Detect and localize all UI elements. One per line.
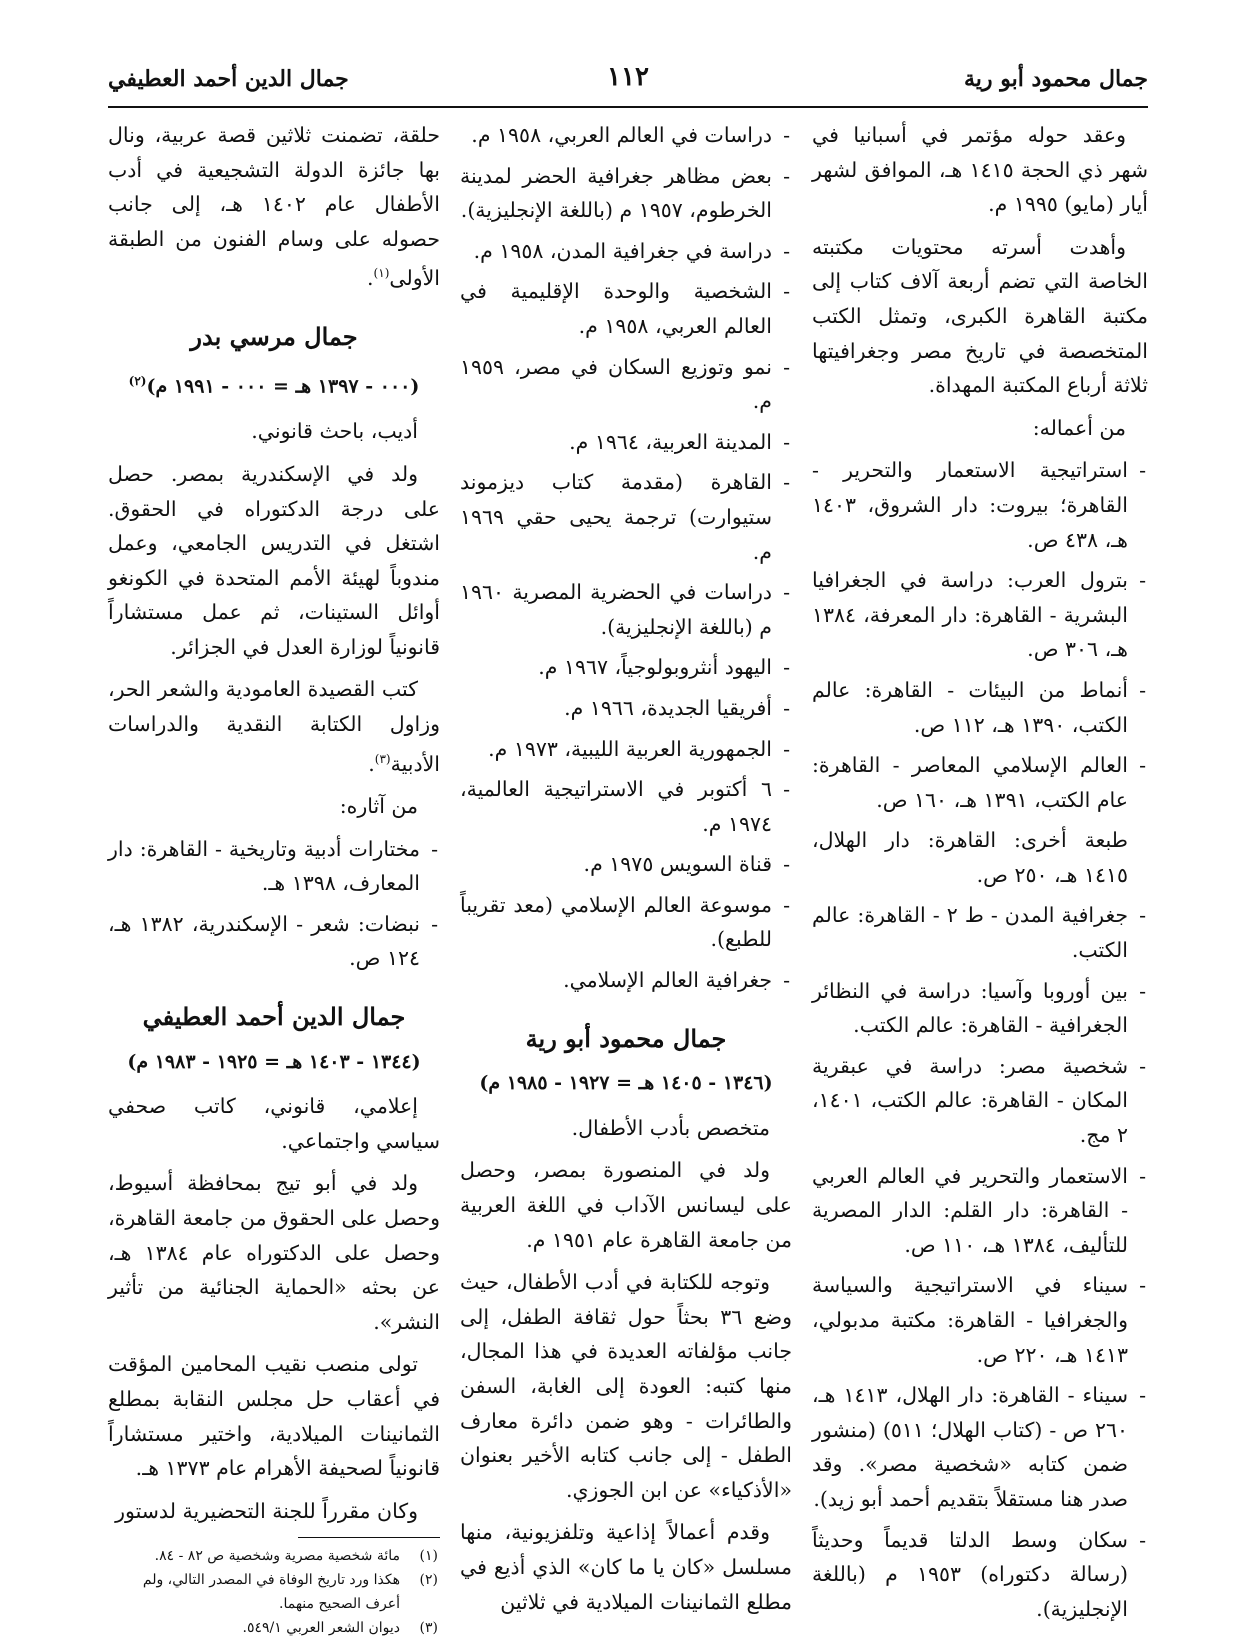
paragraph: إعلامي، قانوني، كاتب صحفي سياسي واجتماعي.	[108, 1094, 440, 1153]
list-item: - ٦ أكتوبر في الاستراتيجية العالمية، ١٩٧٤ م.	[460, 772, 792, 841]
paragraph: تولى منصب نقيب المحامين المؤقت في أعقاب حل مجلس النقابة بمطلع الثمانينات الميلادية، واختير مستشاراً قانونياً لصحيفة الأهرام عام ١٣٧٣ هـ.	[108, 1352, 440, 1481]
entry-dates	[108, 364, 440, 404]
footnote-ref: (٢)	[128, 374, 147, 389]
list-item: - سكان وسط الدلتا قديماً وحديثاً (رسالة دكتوراه) ١٩٥٣ م (باللغة الإنجليزية).	[812, 1523, 1148, 1627]
paragraph-end: .	[367, 266, 374, 291]
list-item: - نمو وتوزيع السكان في مصر، ١٩٥٩ م.	[460, 350, 792, 419]
running-title-left: جمال الدين أحمد العطيفي	[108, 66, 349, 92]
list-item: - استراتيجية الاستعمار والتحرير - القاهرة؛ بيروت: دار الشروق، ١٤٠٣ هـ، ٤٣٨ ص.	[812, 453, 1148, 557]
works-list	[460, 118, 792, 998]
paragraph: وعقد حوله مؤتمر في أسبانيا في شهر ذي الحجة ١٤١٥ هـ، الموافق لشهر أيار (مايو) ١٩٩٥ م.	[812, 123, 1148, 217]
entry-dates: (١٣٤٦ - ١٤٠٥ هـ = ١٩٢٧ - ١٩٨٥ م)	[479, 1072, 773, 1095]
paragraph: وأهدت أسرته محتويات مكتبته الخاصة التي تضم أربعة آلاف كتاب إلى مكتبة القاهرة الكبرى، وتمثل الكتب المتخصصة في تاريخ مصر وجغرافيتها ثلاثة أرباع المكتبة المهداة.	[812, 234, 1148, 398]
running-title-right: جمال محمود أبو رية	[964, 66, 1148, 92]
list-item: - جغرافية المدن - ط ٢ - القاهرة: عالم الكتب.	[812, 898, 1148, 967]
list-item: - المدينة العربية، ١٩٦٤ م.	[460, 425, 792, 460]
list-item: - العالم الإسلامي المعاصر - القاهرة: عام الكتب، ١٣٩١ هـ، ١٦٠ ص.	[812, 748, 1148, 817]
list-item: - شخصية مصر: دراسة في عبقرية المكان - القاهرة: عالم الكتب، ١٤٠١، ٢ مج.	[812, 1049, 1148, 1153]
footnote-ref: (٣)	[374, 751, 391, 766]
entry-title: جمال مرسي بدر	[190, 321, 358, 351]
footnote-number: (٣)	[419, 1620, 438, 1636]
paragraph: أديب، باحث قانوني.	[251, 419, 418, 444]
works-heading: من أعماله:	[1032, 415, 1126, 440]
footnote-text: مائة شخصية مصرية وشخصية ص ٨٢ - ٨٤.	[154, 1548, 400, 1564]
list-item: - دراسات في العالم العربي، ١٩٥٨ م.	[460, 118, 792, 153]
list-item: - دراسة في جغرافية المدن، ١٩٥٨ م.	[460, 234, 792, 269]
footnote-text: هكذا ورد تاريخ الوفاة في المصدر التالي، ولم أعرف الصحيح منهما.	[142, 1572, 400, 1612]
works-list	[108, 832, 440, 976]
footnote	[108, 1568, 440, 1616]
list-item: - سيناء في الاستراتيجية والسياسة والجغرافيا - القاهرة: مكتبة مدبولي، ١٤١٣ هـ، ٢٢٠ ص.	[812, 1268, 1148, 1372]
entry-dates: (١٣٤٤ - ١٤٠٣ هـ = ١٩٢٥ - ١٩٨٣ م)	[127, 1050, 421, 1073]
left-column	[108, 118, 440, 1536]
entry-title: جمال الدين أحمد العطيفي	[142, 1002, 406, 1032]
list-item: - القاهرة (مقدمة كتاب ديزموند ستيوارت) ترجمة يحيى حقي ١٩٦٩ م.	[460, 465, 792, 569]
entry-title: جمال محمود أبو رية	[525, 1023, 727, 1053]
entry-dates-text: (٠٠٠ - ١٣٩٧ هـ = ٠٠٠ - ١٩٩١ م)	[146, 375, 420, 398]
list-item: - جغرافية العالم الإسلامي.	[460, 963, 792, 998]
footnote-number: (١)	[419, 1548, 438, 1564]
paragraph: وكان مقرراً للجنة التحضيرية لدستور	[115, 1498, 418, 1523]
paragraph-end: .	[368, 751, 375, 776]
list-item: - مختارات أدبية وتاريخية - القاهرة: دار المعارف، ١٣٩٨ هـ.	[108, 832, 440, 901]
works-heading: من آثاره:	[339, 794, 418, 819]
footnote	[108, 1544, 440, 1568]
page-number: ١١٢	[607, 62, 649, 92]
paragraph	[108, 672, 440, 781]
list-item: - أنماط من البيئات - القاهرة: عالم الكتب، ١٣٩٠ هـ، ١١٢ ص.	[812, 673, 1148, 742]
paragraph: وقدم أعمالاً إذاعية وتلفزيونية، منها مسلسل «كان يا ما كان» الذي أذيع في مطلع الثمانينات الميلادية في ثلاثين	[460, 1520, 792, 1614]
footnote-ref: (١)	[373, 266, 390, 281]
paragraph: متخصص بأدب الأطفال.	[571, 1115, 770, 1140]
list-item: - اليهود أنثروبولوجياً، ١٩٦٧ م.	[460, 650, 792, 685]
list-item: - نبضات: شعر - الإسكندرية، ١٣٨٢ هـ، ١٢٤ ص.	[108, 907, 440, 976]
list-item: - بعض مظاهر جغرافية الحضر لمدينة الخرطوم، ١٩٥٧ م (باللغة الإنجليزية).	[460, 159, 792, 228]
footnotes	[108, 1544, 440, 1640]
paragraph: ولد في أبو تيج بمحافظة أسيوط، وحصل على الحقوق من جامعة القاهرة، وحصل على الدكتوراه عام ١٣٨٤ هـ، عن بحثه «الحماية الجنائية من تأثير النشر».	[107, 1171, 440, 1334]
list-item: - دراسات في الحضرية المصرية ١٩٦٠ م (باللغة الإنجليزية).	[460, 575, 792, 644]
footnote	[108, 1616, 440, 1640]
list-item: - بترول العرب: دراسة في الجغرافيا البشرية - القاهرة: دار المعرفة، ١٣٨٤ هـ، ٣٠٦ ص.	[812, 563, 1148, 667]
list-item: - موسوعة العالم الإسلامي (معد تقريباً للطبع).	[460, 888, 792, 957]
footnote-divider	[298, 1537, 440, 1538]
list-item: - بين أوروبا وآسيا: دراسة في النظائر الجغرافية - القاهرة: عالم الكتب.	[812, 974, 1148, 1043]
footnote-text: ديوان الشعر العربي ٥٤٩/١.	[242, 1620, 400, 1636]
list-item: - سيناء - القاهرة: دار الهلال، ١٤١٣ هـ، ٢٦٠ ص - (كتاب الهلال؛ ٥١١) (منشور ضمن كتابه «شخصية مصر». وقد صدر هنا مستقلاً بتقديم أحمد أبو زيد).	[812, 1378, 1148, 1516]
page-header	[108, 58, 1148, 108]
list-item: - الشخصية والوحدة الإقليمية في العالم العربي، ١٩٥٨ م.	[460, 274, 792, 343]
list-item: - الاستعمار والتحرير في العالم العربي - القاهرة: دار القلم: الدار المصرية للتأليف، ١٣٨٤ هـ، ١١٠ ص.	[812, 1159, 1148, 1263]
paragraph: وتوجه للكتابة في أدب الأطفال، حيث وضع ٣٦ بحثاً حول ثقافة الطفل، إلى جانب مؤلفاته العديدة في هذا المجال، منها كتبه: العودة إلى الغابة، السفن والطائرات - وهو ضمن دائرة معارف الطفل - إلى جانب كتابه الأخير بعنوان «الأذكياء» عن ابن الجوزي.	[460, 1270, 792, 1502]
middle-column	[460, 118, 792, 1627]
paragraph	[108, 118, 440, 296]
works-list	[812, 453, 1148, 1626]
list-item: - قناة السويس ١٩٧٥ م.	[460, 847, 792, 882]
footnote-number: (٢)	[419, 1572, 438, 1588]
list-item-note: طبعة أخرى: القاهرة: دار الهلال، ١٤١٥ هـ، ٢٥٠ ص.	[812, 828, 1128, 887]
paragraph-text: كتب القصيدة العامودية والشعر الحر، وزاول الكتابة النقدية والدراسات الأدبية	[108, 677, 440, 776]
list-item: - أفريقيا الجديدة، ١٩٦٦ م.	[460, 691, 792, 726]
paragraph: ولد في الإسكندرية بمصر. حصل على درجة الدكتوراه في الحقوق. اشتغل في التدريس الجامعي، وعمل مندوباً لهيئة الأمم المتحدة في الكونغو أوائل الستينات، ثم عمل مستشاراً قانونياً لوزارة العدل في الجزائر.	[108, 461, 440, 659]
right-column	[812, 118, 1148, 1632]
paragraph-text: حلقة، تضمنت ثلاثين قصة عربية، ونال بها جائزة الدولة التشجيعية في أدب الأطفال عام ١٤٠٢ هـ، إلى جانب حصوله على وسام الفنون من الطبقة الأولى	[108, 123, 440, 291]
list-item: - الجمهورية العربية الليبية، ١٩٧٣ م.	[460, 732, 792, 767]
paragraph: ولد في المنصورة بمصر، وحصل على ليسانس الآداب في اللغة العربية من جامعة القاهرة عام ١٩٥١ م.	[460, 1158, 792, 1252]
